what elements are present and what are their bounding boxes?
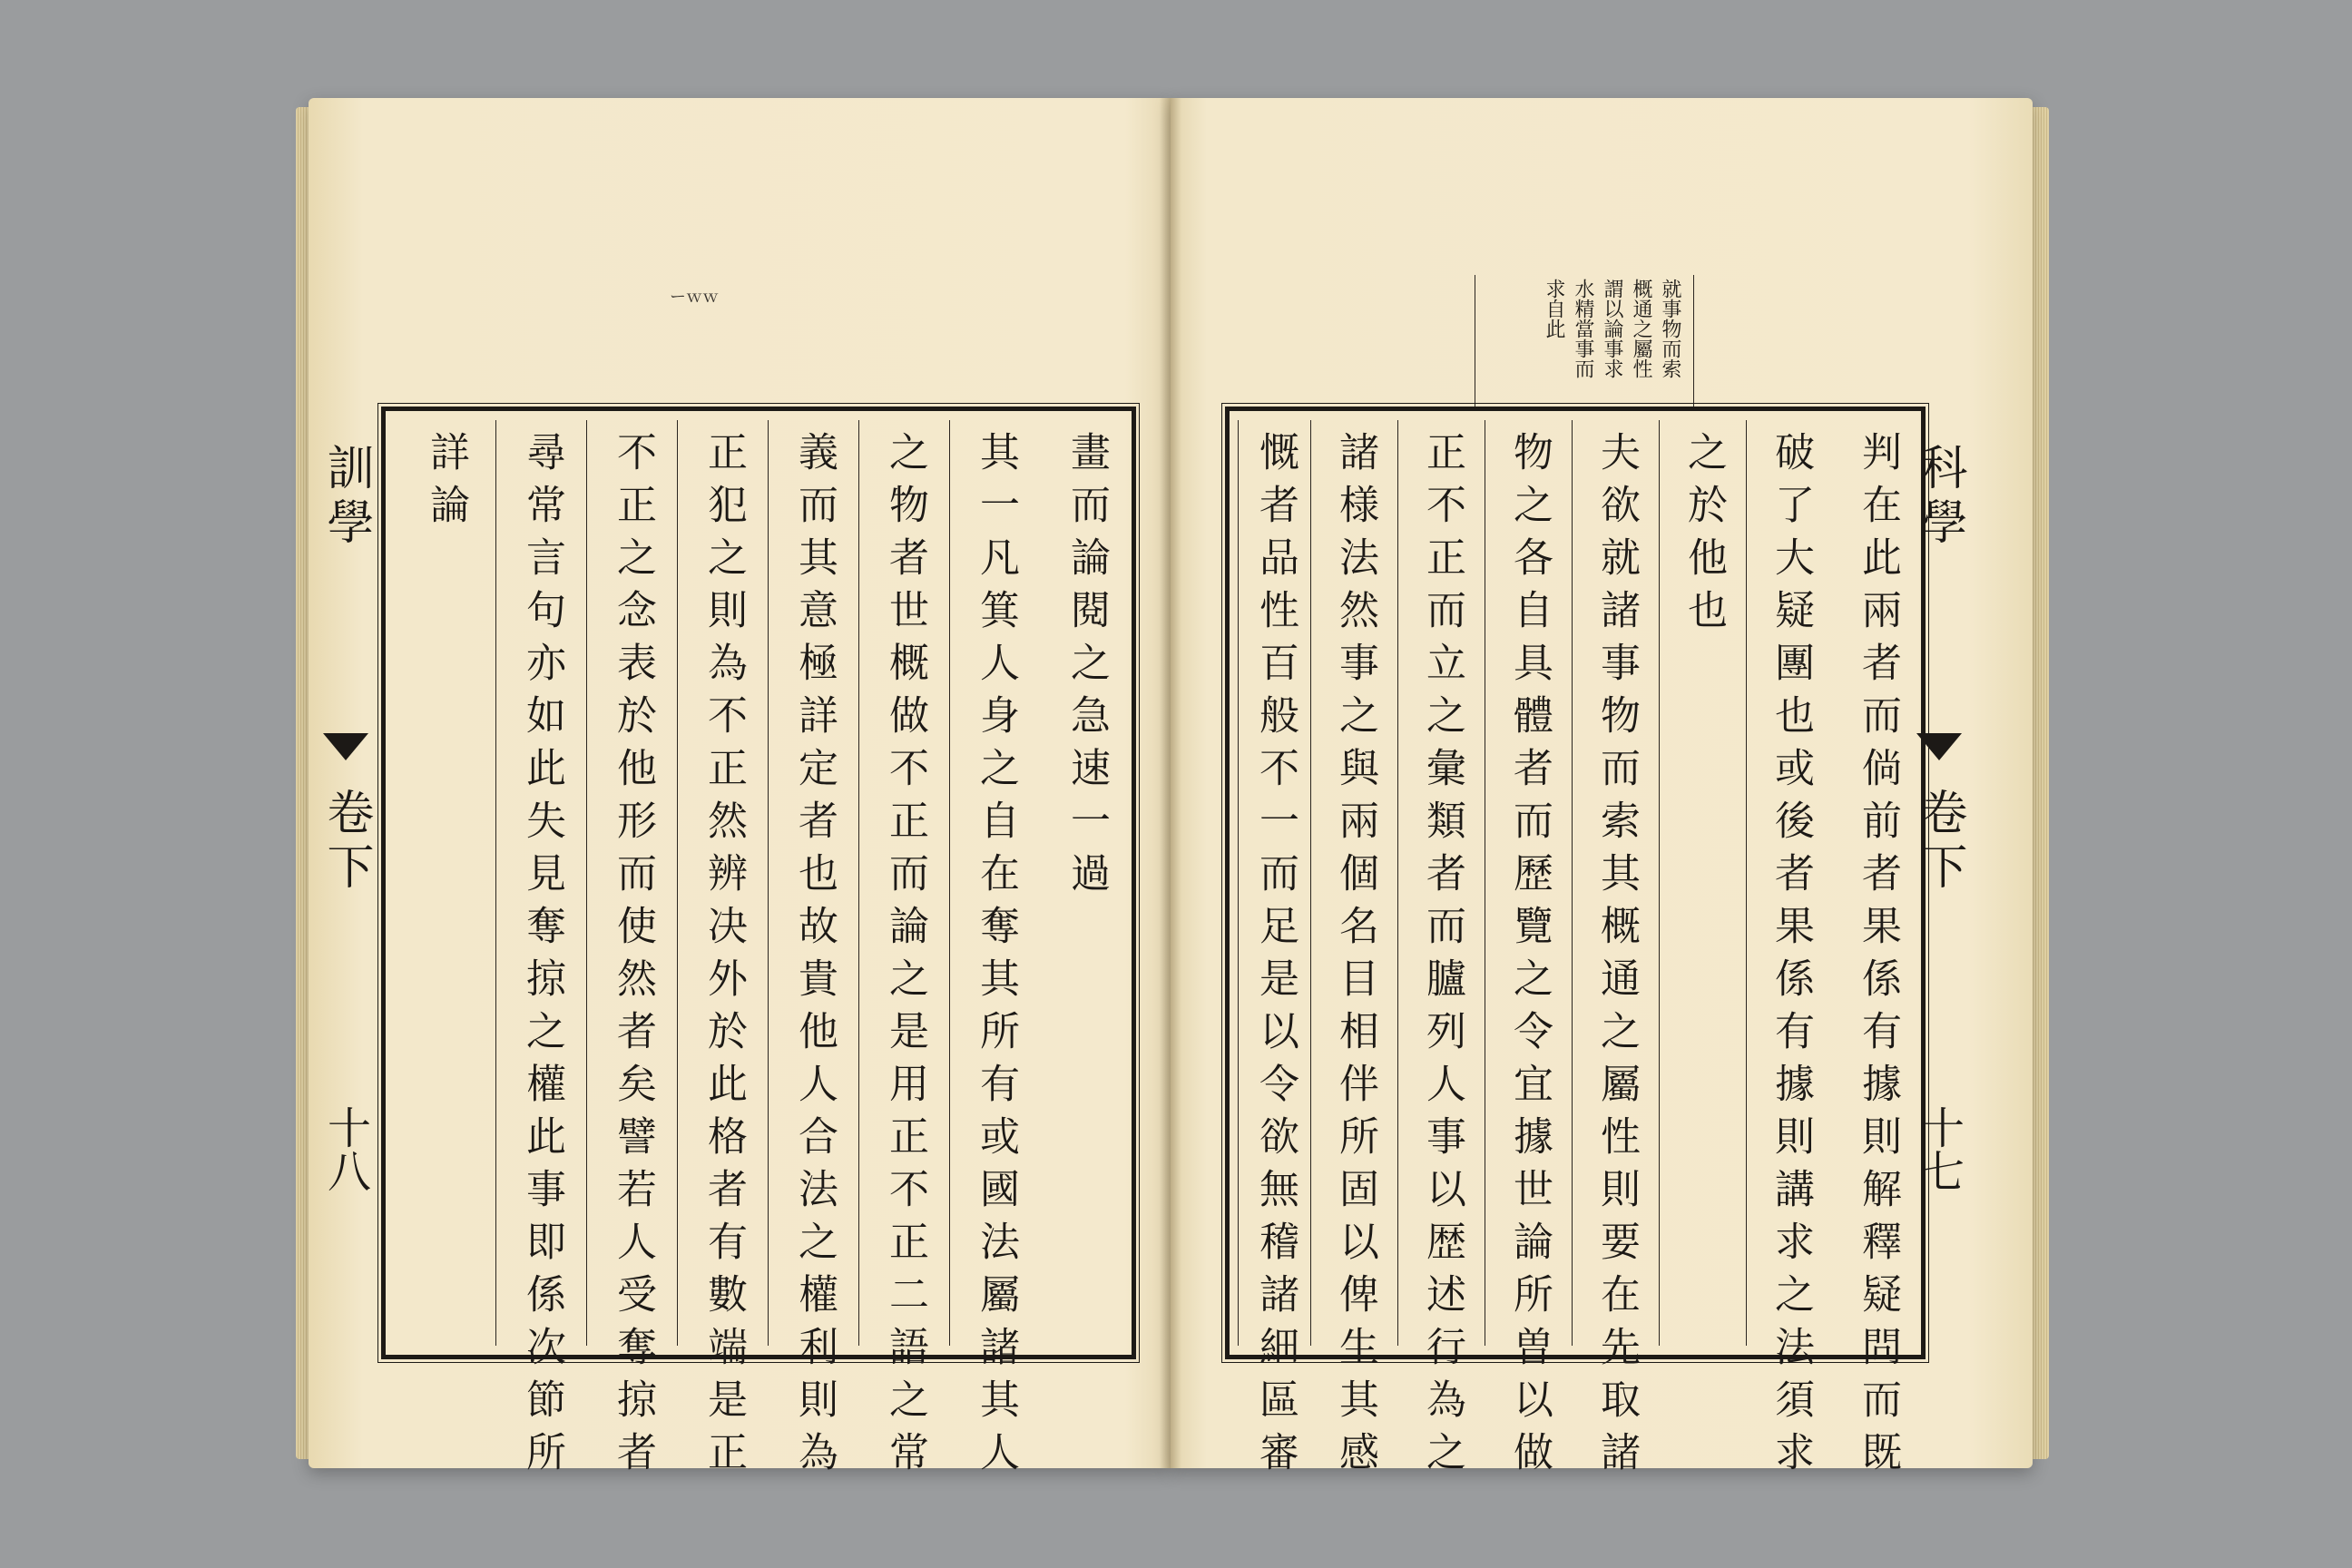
text-column-1: 判在此兩者而倘前者果係有據則解釋疑問而既 — [1855, 431, 1901, 1484]
text-column — [1041, 420, 1132, 1346]
left-side-title: 訓學 — [318, 443, 373, 552]
text-column-4: 義而其意極詳定者也故貴他人合法之權利則為 — [791, 431, 838, 1484]
headnote-line-5: 求自此 — [1543, 279, 1565, 338]
text-column — [858, 420, 950, 1484]
text-column-4: 夫欲就諸事物而索其概通之屬性則要在先取諸 — [1593, 431, 1640, 1484]
text-column-6: 正不正而立之彙類者而臚列人事以歴述行為之 — [1419, 431, 1465, 1484]
text-column — [1659, 420, 1747, 1346]
right-side-title: 科學 — [1912, 443, 1966, 552]
fold-mark-icon — [1916, 733, 1962, 760]
text-column — [495, 420, 587, 1484]
text-column — [395, 420, 496, 1346]
text-column-7: 諸様法然事之與兩個名目相伴所固以俾生其感 — [1332, 431, 1378, 1484]
text-column-7: 尋常言句亦如此失見奪掠之權此事即係次節所 — [519, 431, 565, 1484]
book-gutter — [1160, 98, 1181, 1468]
text-column — [1572, 420, 1660, 1484]
text-column-2: 破了大疑團也或後者果係有據則講求之法須求 — [1768, 431, 1814, 1484]
headnote-line-1: 就事物而索 — [1659, 279, 1681, 378]
text-column — [1746, 420, 1834, 1484]
headnote-line-3: 謂以論事求 — [1601, 279, 1623, 378]
left-page — [309, 98, 1171, 1484]
right-page — [1171, 98, 2033, 1484]
headnote-line-4: 水精當事而 — [1572, 279, 1594, 378]
text-column-1: 畫而論閱之急速一過 — [1063, 431, 1110, 905]
text-column-3: 之於他也 — [1681, 431, 1727, 642]
right-side-volume: 卷下 — [1912, 788, 1966, 897]
text-column — [1834, 420, 1921, 1484]
margin-mark: ーｗｗ — [670, 288, 719, 307]
headnote-line-2: 概通之屬性 — [1630, 279, 1652, 378]
left-side-volume: 卷下 — [318, 788, 373, 897]
right-text-frame — [1225, 407, 1926, 1484]
text-column — [949, 420, 1041, 1484]
headnote-box — [1475, 275, 1694, 407]
text-column — [1485, 420, 1573, 1484]
text-column — [1238, 420, 1311, 1484]
text-column-8: 詳論 — [423, 431, 469, 536]
text-column-3: 之物者世概做不正而論之是用正不正二語之常 — [882, 431, 928, 1484]
text-column — [677, 420, 769, 1484]
left-page-side-strip — [318, 407, 373, 1350]
text-column-6: 不正之念表於他形而使然者矣譬若人受奪掠者 — [610, 431, 656, 1484]
text-column-5: 正犯之則為不正然辨决外於此格者有數端是正 — [701, 431, 747, 1484]
left-page-number: 十八 — [319, 1105, 371, 1192]
page-edges-right — [2031, 107, 2049, 1459]
text-column-5: 物之各自具體者而歷覽之令宜據世論所曽以做 — [1506, 431, 1553, 1484]
right-page-side-strip — [1912, 407, 1966, 1350]
text-column — [1397, 420, 1485, 1484]
fold-mark-icon — [323, 733, 368, 760]
text-column-8: 慨者品性百般不一而足是以令欲無稽諸細區審 — [1252, 431, 1298, 1484]
text-column-2: 其一凡箕人身之自在奪其所有或國法屬諸其人 — [973, 431, 1019, 1484]
left-text-frame — [381, 407, 1136, 1484]
text-column — [768, 420, 859, 1484]
open-book — [309, 98, 2033, 1484]
right-page-number: 十七 — [1913, 1105, 1965, 1192]
text-column — [586, 420, 678, 1484]
text-column — [1310, 420, 1398, 1484]
